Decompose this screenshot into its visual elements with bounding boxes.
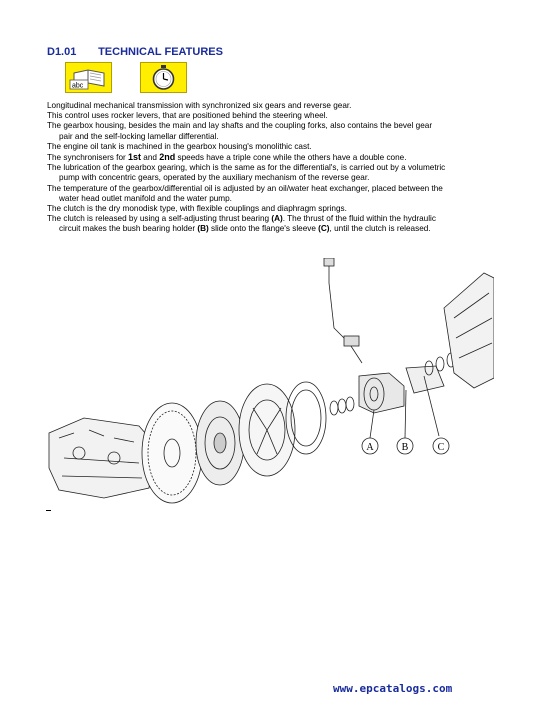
section-title: TECHNICAL FEATURES: [98, 46, 223, 58]
paragraph: water head outlet manifold and the water pump.: [59, 193, 232, 203]
paragraph: pair and the self-locking lamellar differential.: [59, 131, 219, 141]
paragraph: pump with concentric gears, operated by the auxiliary mechanism of the reverse gear.: [59, 173, 370, 183]
footer-url: www.epcatalogs.com: [333, 682, 453, 695]
callout-a: A: [366, 442, 374, 453]
paragraph: The clutch is released by using a self-adjusting thrust bearing (A). The thrust of the fluid within the hydraulic: [47, 214, 436, 224]
callout-b: B: [401, 442, 409, 453]
clutch-exploded-diagram: [44, 258, 494, 518]
paragraph: The temperature of the gearbox/differential oil is adjusted by an oil/water heat exchanger, placed between the: [47, 183, 443, 193]
stopwatch-icon: [140, 62, 187, 93]
section-code: D1.01: [47, 46, 77, 58]
paragraph: circuit makes the bush bearing holder (B) slide onto the flange's sleeve (C), until the clutch is released.: [59, 224, 431, 234]
paragraph: Longitudinal mechanical transmission with synchronized six gears and reverse gear.: [47, 101, 352, 110]
manual-book-icon: [65, 62, 112, 93]
paragraph: The gearbox housing, besides the main and lay shafts and the coupling forks, also contains the bevel gear: [47, 121, 433, 131]
divider: [46, 510, 51, 511]
paragraph: The synchronisers for 1st and 2nd speeds have a triple cone while the others have a double cone.: [47, 152, 407, 163]
paragraph: The clutch is the dry monodisk type, with flexible couplings and diaphragm springs.: [47, 204, 347, 214]
paragraph: The engine oil tank is machined in the gearbox housing's monolithic cast.: [47, 141, 312, 151]
paragraph: The lubrication of the gearbox gearing, which is the same as for the differential's, is carried out by a volumetric: [47, 163, 446, 173]
section-heading: [47, 46, 223, 58]
callout-c: C: [437, 442, 445, 453]
paragraph: This control uses rocker levers, that are positioned behind the steering wheel.: [47, 111, 328, 121]
svg-text:abc: abc: [72, 82, 84, 90]
body-text: [47, 101, 497, 235]
